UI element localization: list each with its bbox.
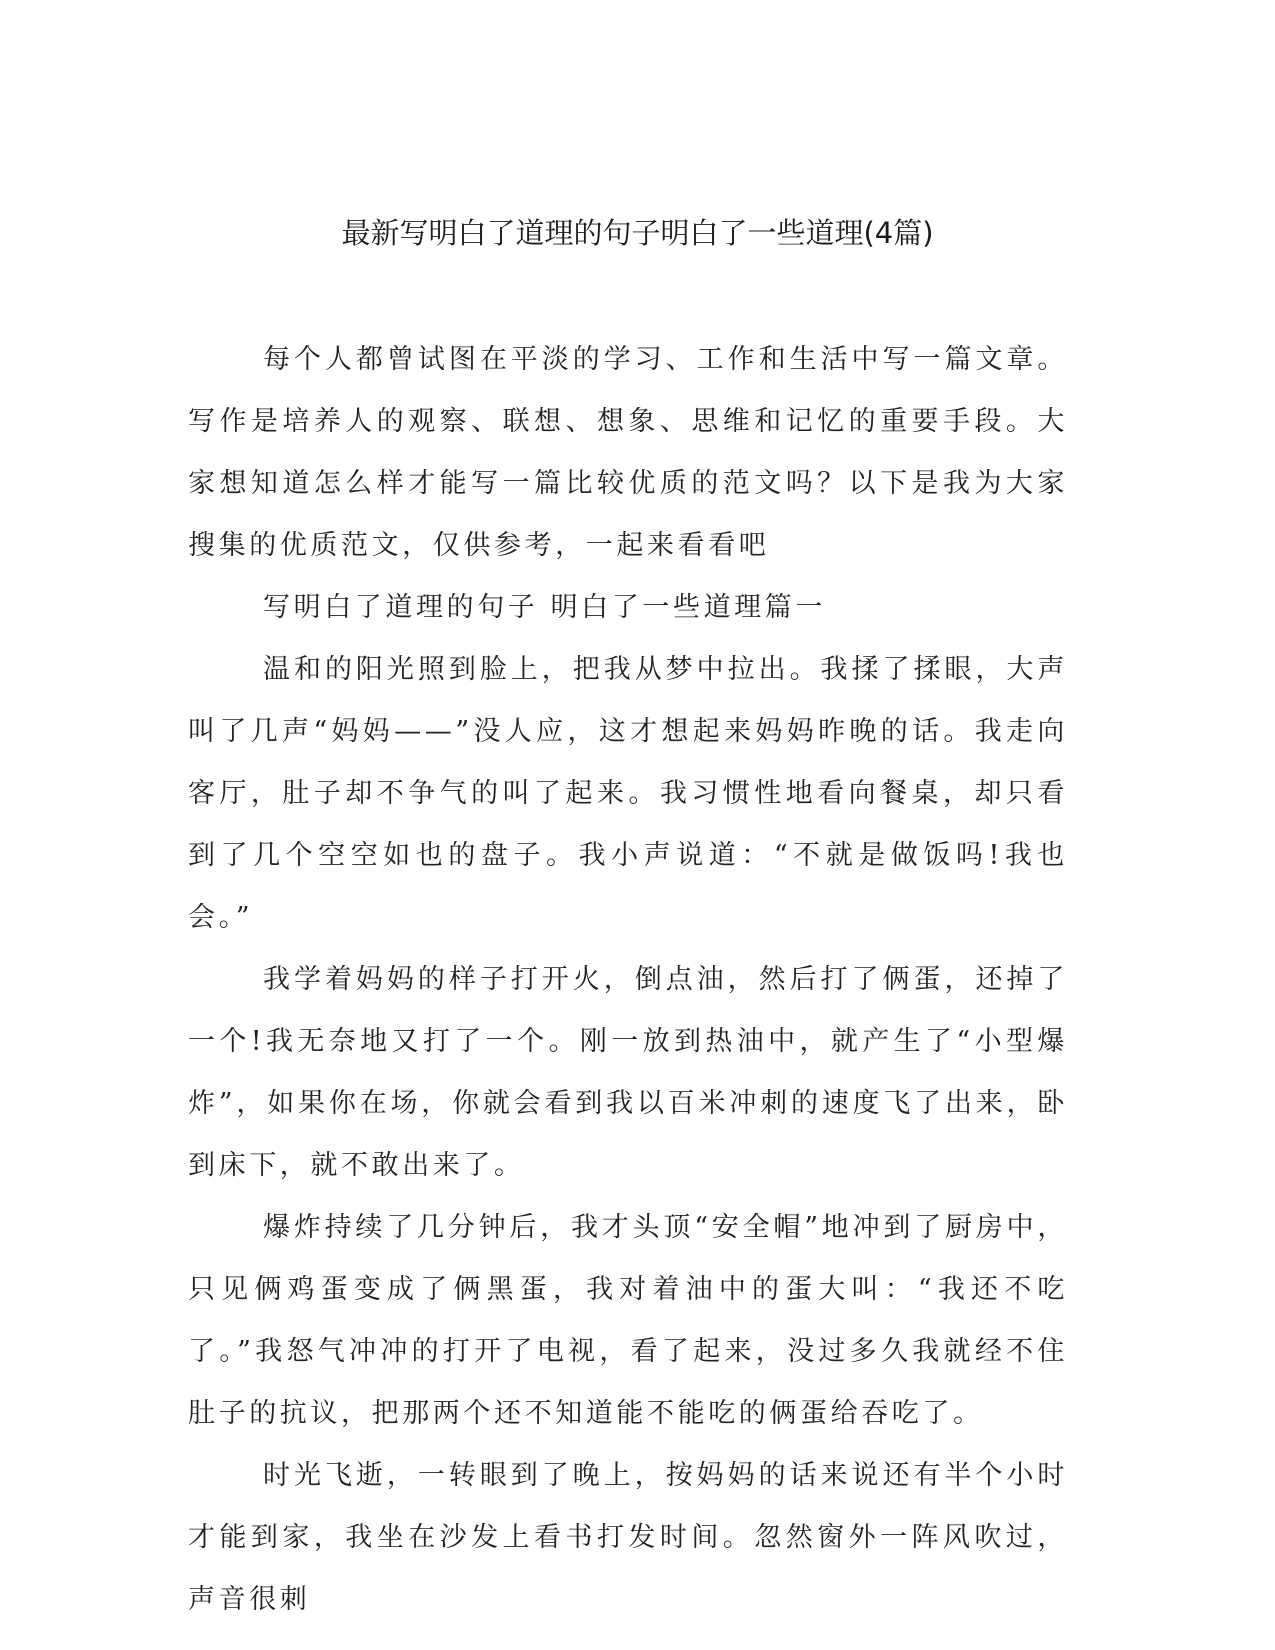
document-body [188, 329, 1068, 1631]
body-paragraph: 爆炸持续了几分钟后，我才头顶“安全帽”地冲到了厨房中，只见俩鸡蛋变成了俩黑蛋，我对着油中的蛋大叫：“我还不吃了。”我怒气冲冲的打开了电视，看了起来，没过多久我就经不住肚子的抗议，把那两个还不知道能不能吃的俩蛋给吞吃了。 [188, 1212, 1068, 1429]
body-paragraph: 温和的阳光照到脸上，把我从梦中拉出。我揉了揉眼，大声叫了几声“妈妈——”没人应，这才想起来妈妈昨晚的话。我走向客厅，肚子却不争气的叫了起来。我习惯性地看向餐桌，却只看到了几个空空如也的盘子。我小声说道：“不就是做饭吗!我也会。” [188, 654, 1068, 933]
intro-paragraph: 每个人都曾试图在平淡的学习、工作和生活中写一篇文章。写作是培养人的观察、联想、想象、思维和记忆的重要手段。大家想知道怎么样才能写一篇比较优质的范文吗？以下是我为大家搜集的优质范文，仅供参考，一起来看看吧 [188, 344, 1068, 561]
section-heading: 写明白了道理的句子 明白了一些道理篇一 [263, 592, 826, 623]
body-paragraph: 我学着妈妈的样子打开火，倒点油，然后打了俩蛋，还掉了一个!我无奈地又打了一个。刚一放到热油中，就产生了“小型爆炸”，如果你在场，你就会看到我以百米冲刺的速度飞了出来，卧到床下，就不敢出来了。 [188, 964, 1068, 1181]
document-title: 最新写明白了道理的句子明白了一些道理(4篇) [341, 216, 934, 250]
body-paragraph: 时光飞逝，一转眼到了晚上，按妈妈的话来说还有半个小时才能到家，我坐在沙发上看书打发时间。忽然窗外一阵风吹过，声音很刺 [188, 1460, 1068, 1615]
